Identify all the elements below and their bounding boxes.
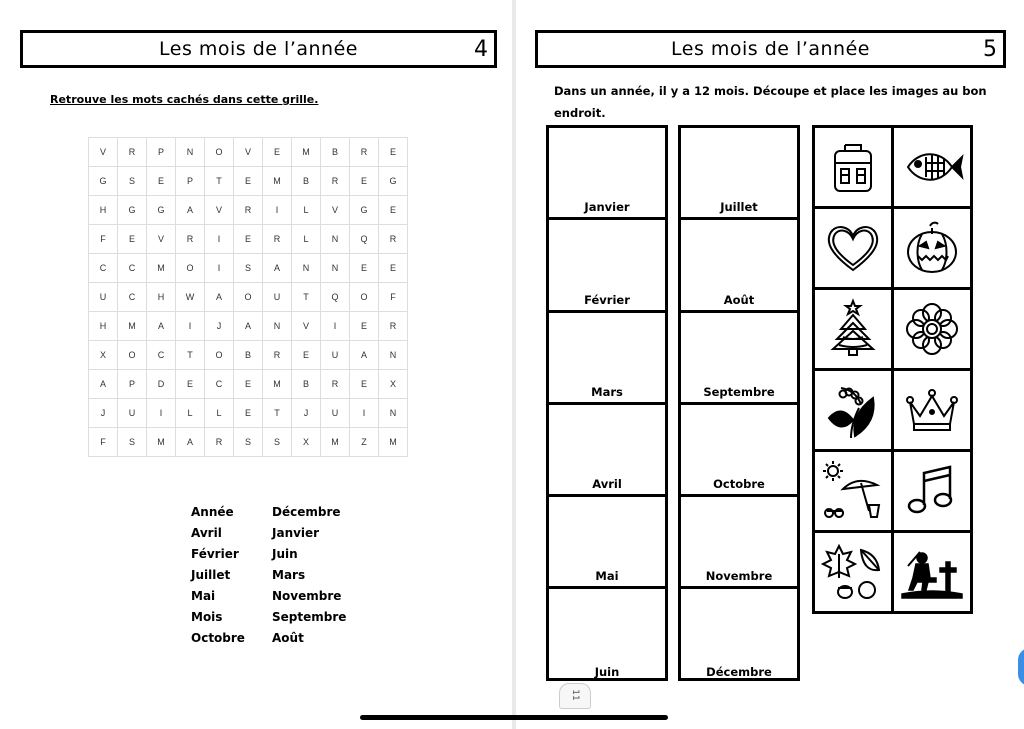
picture-cell <box>815 128 891 206</box>
grid-letter: R <box>321 167 350 196</box>
grid-letter: C <box>89 254 118 283</box>
word-list-item: Avril <box>191 526 222 540</box>
word-list-item: Septembre <box>272 610 347 624</box>
grid-letter: P <box>147 138 176 167</box>
picture-cell <box>894 209 970 287</box>
grid-letter: O <box>205 341 234 370</box>
grid-letter: F <box>89 428 118 457</box>
grid-row <box>89 167 408 196</box>
christmas-tree-icon <box>821 297 885 361</box>
grid-letter: E <box>379 254 408 283</box>
grid-letter: A <box>205 283 234 312</box>
grid-letter: S <box>263 428 292 457</box>
word-list-item: Janvier <box>272 526 320 540</box>
grid-letter: U <box>89 283 118 312</box>
picture-cell <box>815 533 891 611</box>
grid-letter: G <box>379 167 408 196</box>
grid-letter: E <box>147 167 176 196</box>
picture-cell <box>815 209 891 287</box>
grid-letter: I <box>205 254 234 283</box>
grid-letter: N <box>292 254 321 283</box>
cutout-instruction: Dans un année, il y a 12 mois. Découpe et place les images au bon endroit. <box>554 84 987 120</box>
grid-letter: Z <box>350 428 379 457</box>
word-list-item: Juin <box>272 547 298 561</box>
month-label: Janvier <box>584 200 630 215</box>
grid-letter: A <box>263 254 292 283</box>
month-label: Décembre <box>706 664 772 679</box>
word-search-grid <box>88 137 408 457</box>
word-list-item: Octobre <box>191 631 245 645</box>
grid-letter: E <box>350 370 379 399</box>
grid-letter: N <box>321 254 350 283</box>
word-list-item: Novembre <box>272 589 342 603</box>
picture-cell <box>894 371 970 449</box>
grid-letter: E <box>118 225 147 254</box>
right-page-number: 5 <box>983 37 997 62</box>
grid-row <box>89 370 408 399</box>
grid-letter: L <box>292 225 321 254</box>
grid-letter: B <box>234 341 263 370</box>
grid-letter: O <box>176 254 205 283</box>
month-cell <box>549 128 665 220</box>
right-page <box>516 0 1024 729</box>
left-title-box <box>20 30 497 68</box>
month-cell <box>549 220 665 312</box>
grid-letter: R <box>263 341 292 370</box>
grid-letter: E <box>234 225 263 254</box>
grid-letter: P <box>176 167 205 196</box>
word-list-item: Mai <box>191 589 216 603</box>
grid-letter: M <box>263 370 292 399</box>
grid-row <box>89 399 408 428</box>
grid-letter: T <box>292 283 321 312</box>
word-list-item: Décembre <box>272 505 341 519</box>
grid-letter: O <box>234 283 263 312</box>
month-label: Avril <box>592 477 622 492</box>
grid-letter: R <box>205 428 234 457</box>
grid-letter: T <box>205 167 234 196</box>
grid-letter: M <box>292 138 321 167</box>
grid-letter: R <box>118 138 147 167</box>
grid-letter: J <box>292 399 321 428</box>
picture-cell <box>815 452 891 530</box>
grid-letter: M <box>321 428 350 457</box>
grid-letter: N <box>321 225 350 254</box>
grid-letter: M <box>118 312 147 341</box>
grid-letter: R <box>350 138 379 167</box>
grid-letter: A <box>234 312 263 341</box>
grid-letter: T <box>176 341 205 370</box>
grid-letter: A <box>176 428 205 457</box>
grid-letter: H <box>89 312 118 341</box>
grid-letter: N <box>263 312 292 341</box>
grid-letter: M <box>263 167 292 196</box>
word-list-item: Juillet <box>191 568 231 582</box>
right-page-title: Les mois de l’année <box>671 38 870 60</box>
month-label: Juillet <box>720 200 758 215</box>
grid-letter: U <box>263 283 292 312</box>
grid-letter: H <box>89 196 118 225</box>
month-label: Mai <box>595 569 619 584</box>
grid-letter: C <box>205 370 234 399</box>
fish-icon <box>900 135 964 199</box>
picture-cell <box>894 452 970 530</box>
floating-action-button[interactable] <box>1018 648 1024 686</box>
grid-letter: O <box>118 341 147 370</box>
grid-letter: C <box>147 341 176 370</box>
month-cell <box>549 313 665 405</box>
left-page-title: Les mois de l’année <box>159 38 358 60</box>
grid-letter: J <box>89 399 118 428</box>
grid-letter: L <box>176 399 205 428</box>
grid-row <box>89 138 408 167</box>
month-label: Juin <box>594 664 620 679</box>
grid-letter: A <box>350 341 379 370</box>
grid-letter: S <box>118 428 147 457</box>
grid-letter: I <box>263 196 292 225</box>
grid-row <box>89 283 408 312</box>
month-cell <box>549 497 665 589</box>
grid-letter: Q <box>350 225 379 254</box>
grid-letter: X <box>89 341 118 370</box>
grid-letter: E <box>292 341 321 370</box>
grid-letter: A <box>147 312 176 341</box>
month-label: Septembre <box>703 384 775 399</box>
grid-letter: E <box>234 167 263 196</box>
grid-letter: I <box>205 225 234 254</box>
grid-letter: L <box>205 399 234 428</box>
grid-letter: N <box>379 341 408 370</box>
month-column-2 <box>678 125 800 681</box>
grid-letter: U <box>118 399 147 428</box>
home-indicator-bar[interactable] <box>360 715 668 720</box>
grid-letter: W <box>176 283 205 312</box>
grid-letter: E <box>379 196 408 225</box>
grid-letter: E <box>263 138 292 167</box>
grid-letter: H <box>147 283 176 312</box>
grid-letter: F <box>379 283 408 312</box>
grid-letter: R <box>379 225 408 254</box>
grid-letter: V <box>321 196 350 225</box>
grid-letter: X <box>292 428 321 457</box>
grid-row <box>89 341 408 370</box>
month-label: Février <box>584 292 630 307</box>
grid-row <box>89 254 408 283</box>
grid-letter: E <box>234 370 263 399</box>
month-label: Août <box>723 292 755 307</box>
grid-letter: P <box>118 370 147 399</box>
grid-letter: R <box>176 225 205 254</box>
word-list-item: Mars <box>272 568 306 582</box>
grid-row <box>89 312 408 341</box>
grid-letter: G <box>89 167 118 196</box>
word-list-item: Février <box>191 547 239 561</box>
picture-cell <box>894 290 970 368</box>
grid-letter: I <box>147 399 176 428</box>
word-list-item: Mois <box>191 610 223 624</box>
heart-icon <box>821 216 885 280</box>
crown-icon <box>900 378 964 442</box>
picture-cutout-grid <box>812 125 973 614</box>
grid-letter: Q <box>321 283 350 312</box>
grid-letter: E <box>350 254 379 283</box>
grid-letter: O <box>205 138 234 167</box>
grid-letter: R <box>263 225 292 254</box>
month-label: Novembre <box>705 569 773 584</box>
grid-letter: T <box>263 399 292 428</box>
grid-letter: O <box>350 283 379 312</box>
grid-letter: E <box>379 138 408 167</box>
pumpkin-icon <box>900 216 964 280</box>
grid-letter: E <box>176 370 205 399</box>
grid-letter: V <box>205 196 234 225</box>
grid-letter: E <box>350 167 379 196</box>
grid-letter: V <box>292 312 321 341</box>
grid-letter: S <box>118 167 147 196</box>
soldier-cross-icon <box>900 540 964 604</box>
grid-letter: G <box>118 196 147 225</box>
grid-letter: D <box>147 370 176 399</box>
word-search-instruction: Retrouve les mots cachés dans cette grille. <box>50 93 319 106</box>
grid-letter: N <box>176 138 205 167</box>
word-list-column-2 <box>272 502 346 649</box>
month-cell <box>681 405 797 497</box>
grid-letter: V <box>234 138 263 167</box>
word-list-item: Année <box>191 505 234 519</box>
grid-letter: G <box>147 196 176 225</box>
grid-letter: A <box>176 196 205 225</box>
left-page-number: 4 <box>474 37 488 62</box>
grid-letter: M <box>147 254 176 283</box>
page-tab[interactable] <box>559 683 591 709</box>
grid-letter: C <box>118 254 147 283</box>
month-label: Octobre <box>713 477 765 492</box>
music-note-icon <box>900 459 964 523</box>
grid-letter: I <box>176 312 205 341</box>
month-cell <box>681 313 797 405</box>
grid-row <box>89 428 408 457</box>
grid-letter: S <box>234 254 263 283</box>
page-tab-label: 11 <box>570 689 580 701</box>
month-label: Mars <box>591 384 623 399</box>
word-list-item: Août <box>272 631 304 645</box>
grid-letter: M <box>147 428 176 457</box>
grid-letter: E <box>234 399 263 428</box>
grid-letter: N <box>379 399 408 428</box>
grid-row <box>89 196 408 225</box>
month-cell <box>681 589 797 681</box>
grid-letter: B <box>321 138 350 167</box>
month-cell <box>681 128 797 220</box>
grid-letter: U <box>321 399 350 428</box>
month-cell <box>549 589 665 681</box>
picture-cell <box>894 533 970 611</box>
backpack-icon <box>821 135 885 199</box>
grid-letter: I <box>321 312 350 341</box>
grid-letter: R <box>379 312 408 341</box>
grid-letter: R <box>321 370 350 399</box>
grid-letter: I <box>350 399 379 428</box>
month-cell <box>681 220 797 312</box>
grid-letter: B <box>292 167 321 196</box>
grid-letter: F <box>89 225 118 254</box>
grid-letter: X <box>379 370 408 399</box>
month-column-1 <box>546 125 668 681</box>
grid-letter: V <box>89 138 118 167</box>
grid-letter: G <box>350 196 379 225</box>
right-title-box <box>535 30 1006 68</box>
grid-letter: S <box>234 428 263 457</box>
grid-letter: V <box>147 225 176 254</box>
grid-letter: B <box>292 370 321 399</box>
word-list-column-1 <box>191 502 245 649</box>
grid-row <box>89 225 408 254</box>
lily-of-the-valley-icon <box>821 378 885 442</box>
flower-icon <box>900 297 964 361</box>
grid-letter: L <box>292 196 321 225</box>
month-cell <box>681 497 797 589</box>
grid-letter: M <box>379 428 408 457</box>
month-cell <box>549 405 665 497</box>
grid-letter: E <box>350 312 379 341</box>
beach-icon <box>821 459 885 523</box>
grid-letter: J <box>205 312 234 341</box>
grid-letter: R <box>234 196 263 225</box>
picture-cell <box>815 371 891 449</box>
picture-cell <box>815 290 891 368</box>
grid-letter: A <box>89 370 118 399</box>
grid-letter: U <box>321 341 350 370</box>
picture-cell <box>894 128 970 206</box>
autumn-leaves-icon <box>821 540 885 604</box>
grid-letter: C <box>118 283 147 312</box>
